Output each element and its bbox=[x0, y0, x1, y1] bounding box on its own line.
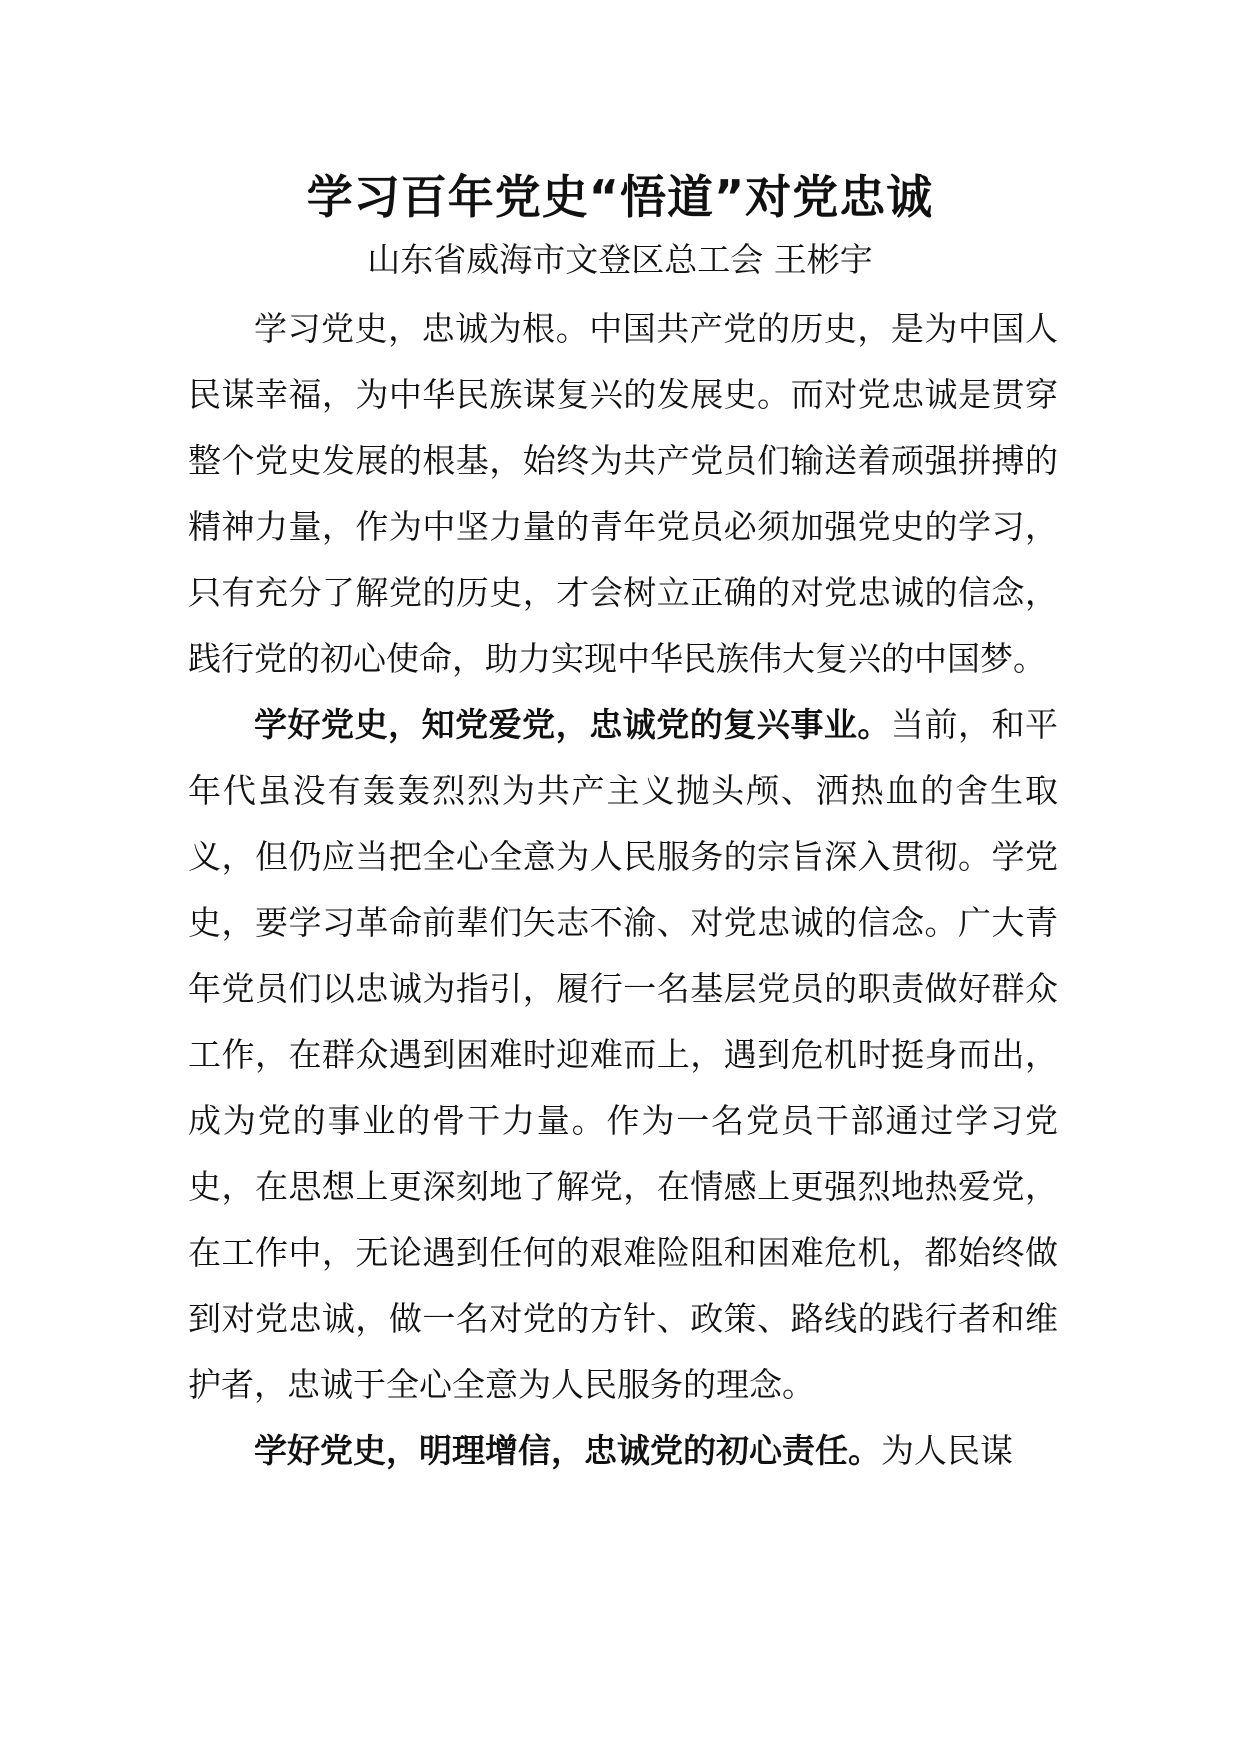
paragraph-1 bbox=[188, 296, 1058, 692]
paragraph-2-lead: 学好党史，知党爱党，忠诚党的复兴事业。 bbox=[254, 705, 891, 744]
document-body bbox=[188, 296, 1058, 1484]
paragraph-3-lead: 学好党史，明理增信，忠诚党的初心责任。 bbox=[254, 1431, 881, 1470]
paragraph-2 bbox=[188, 692, 1058, 1418]
author-byline: 山东省威海市文登区总工会 王彬宇 bbox=[367, 240, 873, 279]
paragraph-2-text: 当前，和平年代虽没有轰轰烈烈为共产主义抛头颅、洒热血的舍生取义，但仍应当把全心全意为人民服务的宗旨深入贯彻。学党史，要学习革命前辈们矢志不渝、对党忠诚的信念。广大青年党员们以忠诚为指引，履行一名基层党员的职责做好群众工作，在群众遇到困难时迎难而上，遇到危机时挺身而出，成为党的事业的骨干力量。作为一名党员干部通过学习党史，在思想上更深刻地了解党，在情感上更强烈地热爱党，在工作中，无论遇到任何的艰难险阻和困难危机，都始终做到对党忠诚，做一名对党的方针、政策、路线的践行者和维护者，忠诚于全心全意为人民服务的理念。 bbox=[188, 705, 1059, 1404]
paragraph-3 bbox=[188, 1418, 1058, 1484]
paragraph-3-text: 为人民谋 bbox=[881, 1431, 1013, 1470]
document-title: 学习百年党史“悟道”对党忠诚 bbox=[306, 170, 934, 224]
paragraph-1-text: 学习党史，忠诚为根。中国共产党的历史，是为中国人民谋幸福，为中华民族谋复兴的发展史。而对党忠诚是贯穿整个党史发展的根基，始终为共产党员们输送着顽强拼搏的精神力量，作为中坚力量的青年党员必须加强党史的学习，只有充分了解党的历史，才会树立正确的对党忠诚的信念，践行党的初心使命，助力实现中华民族伟大复兴的中国梦。 bbox=[188, 309, 1058, 678]
